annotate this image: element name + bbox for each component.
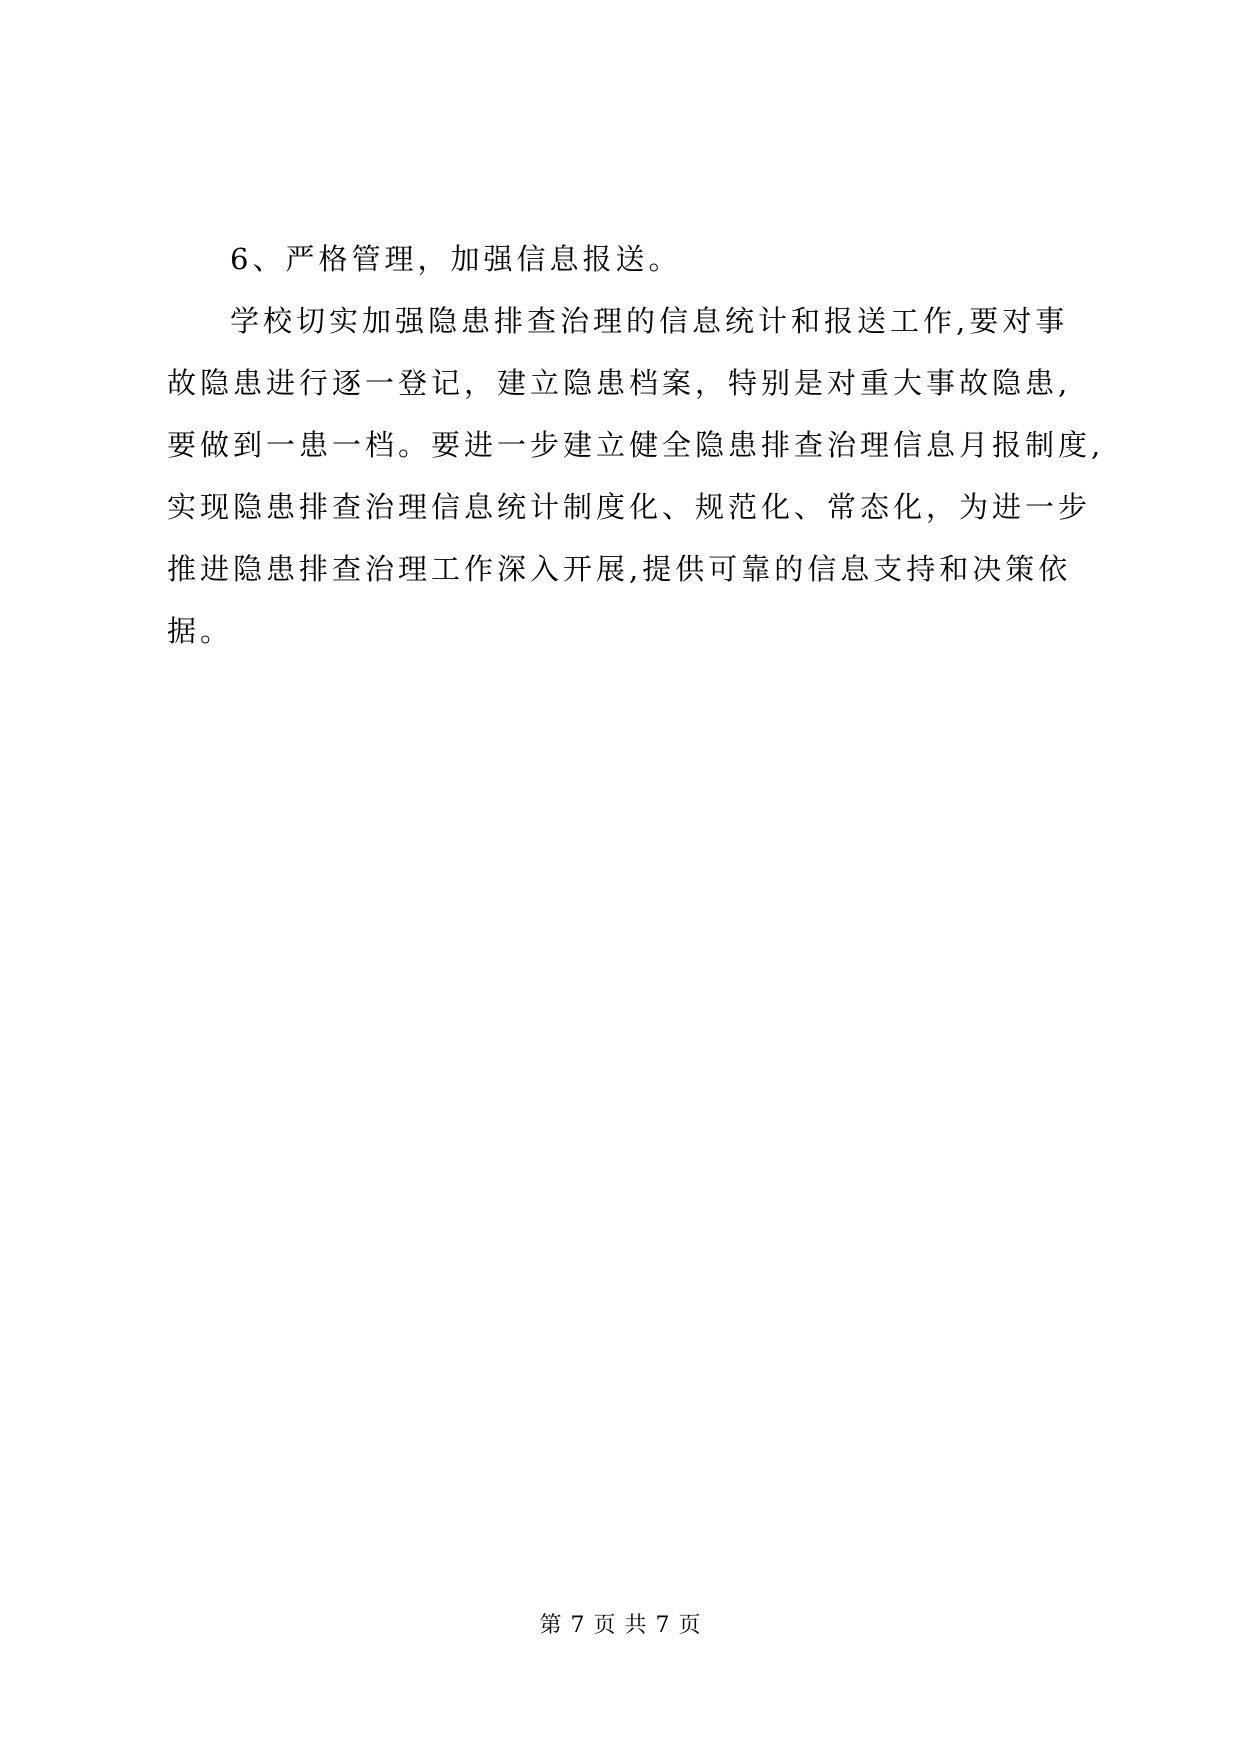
section-heading: 6、严格管理，加强信息报送。 — [230, 242, 682, 276]
paragraph-line: 学校切实加强隐患排查治理的信息统计和报送工作,要对事 — [230, 304, 1069, 338]
paragraph-line: 故隐患进行逐一登记，建立隐患档案，特别是对重大事故隐患, — [167, 366, 1072, 400]
page-number-footer: 第 7 页 共 7 页 — [539, 1613, 702, 1638]
body-paragraph — [167, 290, 1105, 662]
paragraph-line: 推进隐患排查治理工作深入开展,提供可靠的信息支持和决策依 — [167, 552, 1072, 586]
paragraph-line: 据。 — [167, 614, 234, 648]
paragraph-line: 要做到一患一档。要进一步建立健全隐患排查治理信息月报制度, — [167, 428, 1105, 462]
paragraph-line: 实现隐患排查治理信息统计制度化、规范化、常态化，为进一步 — [167, 490, 1092, 524]
